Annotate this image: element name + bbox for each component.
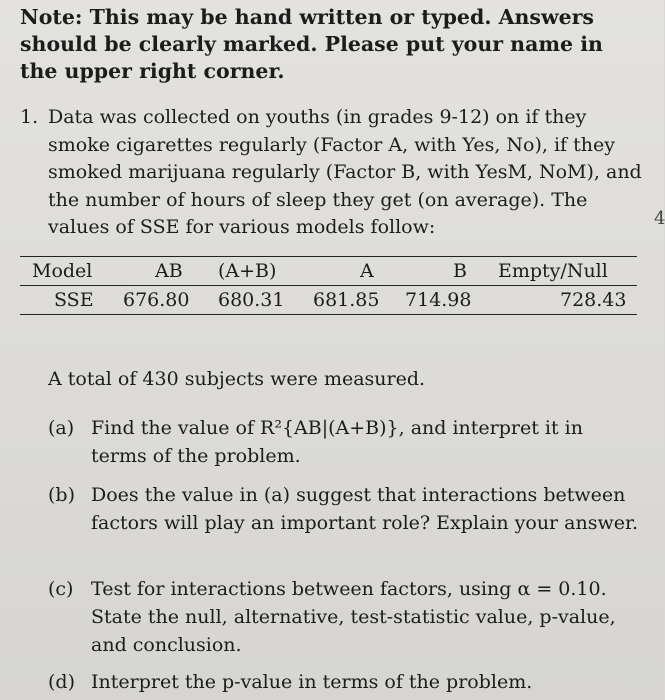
question-text: Test for interactions between factors, using α = 0.10. State the null, alternative, test-statistic value, p-value, and conclusion. [91, 578, 616, 656]
sse-ab: 676.80 [123, 289, 190, 311]
question-label: (b) [48, 484, 75, 506]
problem-1 [20, 104, 645, 242]
question-label: (c) [48, 578, 74, 600]
sse-b: 714.98 [405, 289, 472, 311]
table-header-row [20, 257, 637, 286]
sse-a-plus-b: 680.31 [218, 289, 285, 311]
header-ab: AB [155, 260, 183, 282]
instructions-note: Note: This may be hand written or typed. Answers should be clearly marked. Please put your name in the upper right corner. [20, 5, 603, 83]
header-a: A [360, 260, 374, 282]
question-text: Find the value of R²{AB|(A+B)}, and interpret it in terms of the problem. [91, 417, 583, 467]
sse-null: 728.43 [560, 289, 627, 311]
total-subjects-text: A total of 430 subjects were measured. [48, 368, 426, 390]
header-a-plus-b: (A+B) [218, 260, 277, 282]
question-label: (a) [48, 417, 75, 439]
sse-table [20, 256, 637, 315]
table-row [20, 286, 637, 314]
question-text: Does the value in (a) suggest that interactions between factors will play an important role? Explain your answer. [91, 484, 639, 534]
header-b: B [453, 260, 467, 282]
question-a [48, 414, 643, 470]
row-label-sse: SSE [54, 289, 94, 311]
problem-number: 1. [20, 106, 39, 128]
problem-text: Data was collected on youths (in grades 9-12) on if they smoke cigarettes regularly (Factor A, with Yes, No), if they smoked marijuana regularly (Factor B, with YesM, NoM), and the number of hours of sleep they get (on average). The values of SSE for various models follow: [48, 106, 642, 238]
question-b [48, 481, 643, 537]
header-model: Model [32, 260, 93, 282]
question-text: Interpret the p-value in terms of the problem. [91, 671, 533, 693]
question-label: (d) [48, 671, 75, 693]
page-edge-mark: 4 [654, 208, 665, 229]
question-d [48, 668, 643, 696]
header-empty-null: Empty/Null [498, 260, 608, 282]
sse-a: 681.85 [313, 289, 380, 311]
question-c [48, 575, 643, 659]
